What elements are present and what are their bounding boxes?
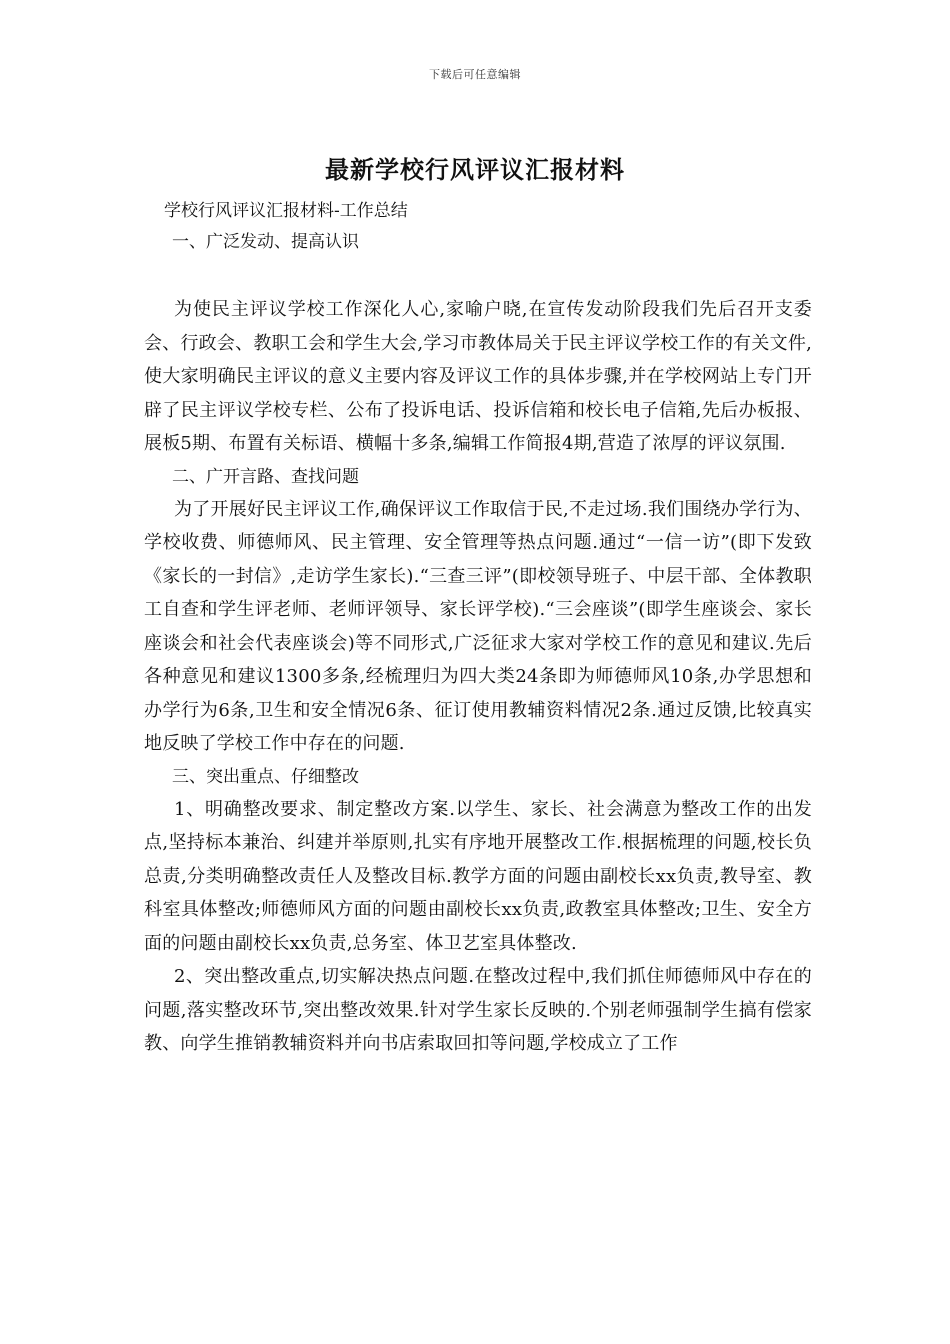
section-heading-1: 一、广泛发动、提高认识 [172, 232, 359, 252]
section-heading-3: 三、突出重点、仔细整改 [172, 766, 359, 787]
header-note: 下载后可任意编辑 [429, 68, 521, 81]
document-subtitle: 学校行风评议汇报材料-工作总结 [164, 201, 408, 221]
section-paragraph-3-2: 2、突出整改重点,切实解决热点问题.在整改过程中,我们抓住师德师风中存在的问题,落实整改环节,突出整改效果.针对学生家长反映的.个别老师强制学生搞有偿家教、向学生推销教辅资料并向书店索取回扣等问题,学校成立了工作 [144, 966, 812, 1054]
section-paragraph-1: 为使民主评议学校工作深化人心,家喻户晓,在宣传发动阶段我们先后召开支委会、行政会、教职工会和学生大会,学习市教体局关于民主评议学校工作的有关文件,使大家明确民主评议的意义主要内容及评议工作的具体步骤,并在学校网站上专门开辟了民主评议学校专栏、公布了投诉电话、投诉信箱和校长电子信箱,先后办板报、展板5期、布置有关标语、横幅十多条,编辑工作简报4期,营造了浓厚的评议氛围. [144, 299, 812, 454]
paragraph-gap [144, 258, 812, 293]
document-body [144, 196, 812, 1061]
document-title: 最新学校行风评议汇报材料 [325, 155, 625, 184]
section-paragraph-2: 为了开展好民主评议工作,确保评议工作取信于民,不走过场.我们围绕办学行为、学校收费、师德师风、民主管理、安全管理等热点问题.通过“一信一访”(即下发致《家长的一封信》,走访学生家长).“三查三评”(即校领导班子、中层干部、全体教职工自查和学生评老师、老师评领导、家长评学校).“三会座谈”(即学生座谈会、家长座谈会和社会代表座谈会)等不同形式,广泛征求大家对学校工作的意见和建议.先后各种意见和建议1300多条,经梳理归为四大类24条即为师德师风10条,办学思想和办学行为6条,卫生和安全情况6条、征订使用教辅资料情况2条.通过反馈,比较真实地反映了学校工作中存在的问题. [144, 498, 812, 754]
section-heading-2: 二、广开言路、查找问题 [172, 466, 359, 487]
section-paragraph-3-1: 1、明确整改要求、制定整改方案.以学生、家长、社会满意为整改工作的出发点,坚持标本兼治、纠建并举原则,扎实有序地开展整改工作.根据梳理的问题,校长负总责,分类明确整改责任人及整改目标.教学方面的问题由副校长xx负责,教导室、教科室具体整改;师德师风方面的问题由副校长xx负责,政教室具体整改;卫生、安全方面的问题由副校长xx负责,总务室、体卫艺室具体整改. [144, 798, 812, 954]
